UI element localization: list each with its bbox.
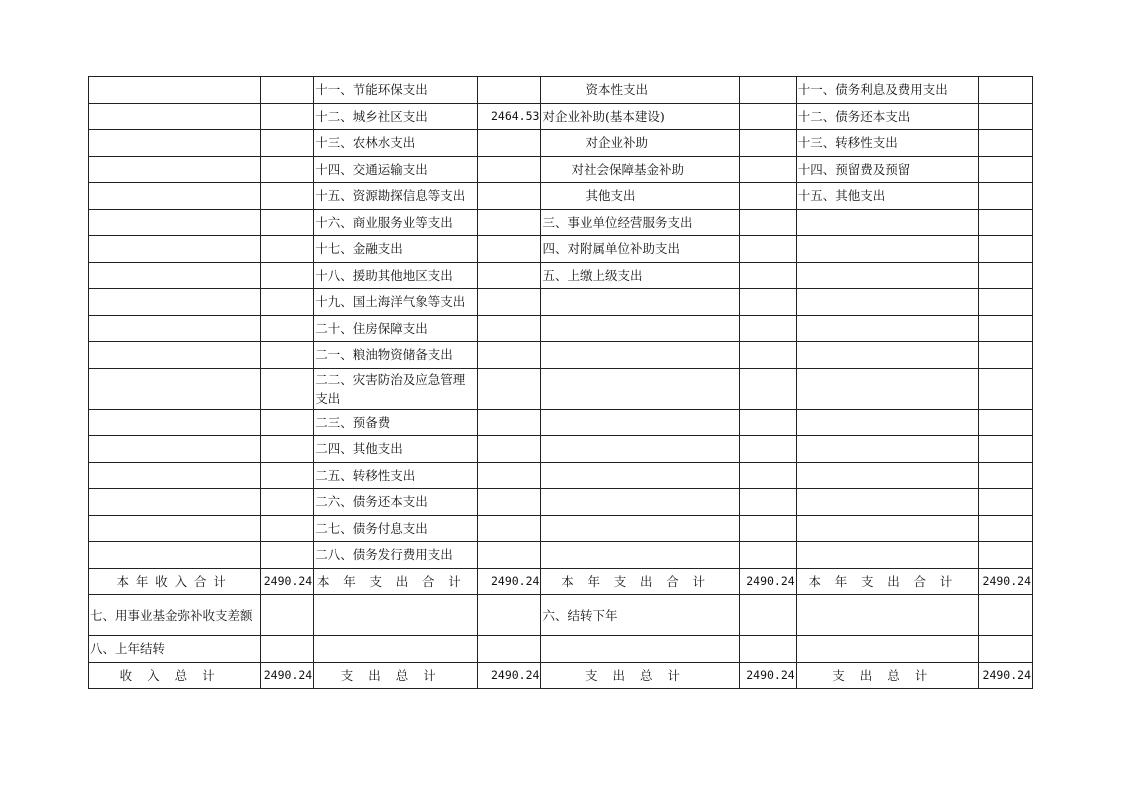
income-item-cell — [89, 409, 261, 436]
function-expense-value: 2464.53 — [478, 103, 541, 130]
income-item-cell — [89, 515, 261, 542]
government-expense-value — [978, 236, 1032, 263]
economic-expense-item: 其他支出 — [541, 183, 739, 210]
income-item-cell — [89, 368, 261, 409]
government-expense-value — [978, 156, 1032, 183]
economic-expense-value — [739, 409, 796, 436]
expense-total-value-1: 2490.24 — [478, 568, 541, 595]
income-item-cell — [89, 289, 261, 316]
government-expense-item — [796, 368, 978, 409]
government-expense-item — [796, 542, 978, 569]
economic-expense-value — [739, 542, 796, 569]
grand-expense-value-1: 2490.24 — [478, 662, 541, 689]
economic-expense-value — [739, 515, 796, 542]
function-expense-item: 二七、债务付息支出 — [314, 515, 478, 542]
income-value-cell — [261, 156, 314, 183]
function-expense-value — [478, 183, 541, 210]
income-total-value: 2490.24 — [261, 568, 314, 595]
table-row — [89, 542, 1033, 569]
table-row — [89, 315, 1033, 342]
carryover-row — [89, 636, 1033, 663]
economic-expense-value — [739, 236, 796, 263]
economic-expense-item: 四、对附属单位补助支出 — [541, 236, 739, 263]
grand-expense-label-2: 支出总计 — [541, 662, 739, 689]
economic-expense-value — [739, 489, 796, 516]
government-expense-value — [978, 515, 1032, 542]
government-expense-item: 十二、债务还本支出 — [796, 103, 978, 130]
income-value-cell — [261, 130, 314, 157]
government-expense-value — [978, 542, 1032, 569]
economic-expense-value — [739, 368, 796, 409]
function-expense-value — [478, 77, 541, 104]
income-item-cell — [89, 315, 261, 342]
function-expense-value — [478, 315, 541, 342]
economic-expense-value — [739, 183, 796, 210]
table-row — [89, 262, 1033, 289]
government-expense-item — [796, 315, 978, 342]
economic-expense-item — [541, 342, 739, 369]
annual-total-row — [89, 568, 1033, 595]
economic-expense-value — [739, 289, 796, 316]
function-expense-value — [478, 209, 541, 236]
table-row — [89, 436, 1033, 463]
income-item-cell — [89, 103, 261, 130]
function-expense-value — [478, 262, 541, 289]
income-total-label: 本年收入合计 — [89, 568, 261, 595]
economic-expense-item: 对企业补助(基本建设) — [541, 103, 739, 130]
fund-income-label: 七、用事业基金弥补收支差额 — [89, 595, 261, 636]
function-expense-item: 二五、转移性支出 — [314, 462, 478, 489]
empty-cell — [978, 636, 1032, 663]
government-expense-value — [978, 489, 1032, 516]
government-expense-item — [796, 209, 978, 236]
function-expense-item: 十六、商业服务业等支出 — [314, 209, 478, 236]
table-row — [89, 236, 1033, 263]
economic-expense-item — [541, 436, 739, 463]
income-value-cell — [261, 342, 314, 369]
expense-total-label-3: 本年支出合计 — [796, 568, 978, 595]
table-row — [89, 342, 1033, 369]
empty-cell — [796, 636, 978, 663]
function-expense-value — [478, 436, 541, 463]
economic-expense-item: 资本性支出 — [541, 77, 739, 104]
government-expense-value — [978, 436, 1032, 463]
function-expense-item: 十一、节能环保支出 — [314, 77, 478, 104]
income-value-cell — [261, 515, 314, 542]
government-expense-item: 十一、债务利息及费用支出 — [796, 77, 978, 104]
economic-expense-item: 对企业补助 — [541, 130, 739, 157]
government-expense-value — [978, 103, 1032, 130]
government-expense-item — [796, 462, 978, 489]
income-item-cell — [89, 489, 261, 516]
table-row — [89, 209, 1033, 236]
fund-empty-cell-2 — [796, 595, 978, 636]
government-expense-item — [796, 409, 978, 436]
economic-expense-item — [541, 489, 739, 516]
government-expense-value — [978, 315, 1032, 342]
income-value-cell — [261, 409, 314, 436]
fund-row — [89, 595, 1033, 636]
empty-cell — [541, 636, 739, 663]
economic-expense-value — [739, 130, 796, 157]
carry-forward-value — [739, 595, 796, 636]
function-expense-value — [478, 515, 541, 542]
economic-expense-value — [739, 436, 796, 463]
economic-expense-value — [739, 462, 796, 489]
government-expense-value — [978, 262, 1032, 289]
government-expense-item: 十三、转移性支出 — [796, 130, 978, 157]
function-expense-item: 二一、粮油物资储备支出 — [314, 342, 478, 369]
table-row — [89, 130, 1033, 157]
income-item-cell — [89, 262, 261, 289]
income-value-cell — [261, 209, 314, 236]
function-expense-item: 二六、债务还本支出 — [314, 489, 478, 516]
income-value-cell — [261, 183, 314, 210]
function-expense-item: 十九、国土海洋气象等支出 — [314, 289, 478, 316]
expense-total-label-1: 本年支出合计 — [314, 568, 478, 595]
government-expense-item — [796, 515, 978, 542]
prior-year-carryover-value — [261, 636, 314, 663]
carry-forward-label: 六、结转下年 — [541, 595, 739, 636]
government-expense-value — [978, 409, 1032, 436]
government-expense-item — [796, 236, 978, 263]
grand-income-value: 2490.24 — [261, 662, 314, 689]
economic-expense-item — [541, 409, 739, 436]
function-expense-value — [478, 489, 541, 516]
table-row — [89, 77, 1033, 104]
government-expense-item — [796, 289, 978, 316]
fund-income-value — [261, 595, 314, 636]
empty-cell — [314, 636, 478, 663]
function-expense-value — [478, 409, 541, 436]
government-expense-value — [978, 130, 1032, 157]
empty-cell — [478, 636, 541, 663]
function-expense-item: 二八、债务发行费用支出 — [314, 542, 478, 569]
table-row — [89, 183, 1033, 210]
economic-expense-item: 五、上缴上级支出 — [541, 262, 739, 289]
income-item-cell — [89, 542, 261, 569]
income-value-cell — [261, 542, 314, 569]
function-expense-value — [478, 156, 541, 183]
income-item-cell — [89, 156, 261, 183]
income-item-cell — [89, 183, 261, 210]
economic-expense-value — [739, 77, 796, 104]
economic-expense-value — [739, 342, 796, 369]
grand-income-label: 收入总计 — [89, 662, 261, 689]
income-value-cell — [261, 262, 314, 289]
table-row — [89, 515, 1033, 542]
table-row — [89, 409, 1033, 436]
government-expense-item — [796, 262, 978, 289]
function-expense-item: 十四、交通运输支出 — [314, 156, 478, 183]
income-value-cell — [261, 236, 314, 263]
fund-empty-cell — [314, 595, 478, 636]
government-expense-value — [978, 462, 1032, 489]
table-row — [89, 462, 1033, 489]
economic-expense-item — [541, 462, 739, 489]
income-value-cell — [261, 103, 314, 130]
function-expense-value — [478, 130, 541, 157]
table-row — [89, 489, 1033, 516]
grand-expense-label-1: 支出总计 — [314, 662, 478, 689]
government-expense-value — [978, 368, 1032, 409]
government-expense-value — [978, 289, 1032, 316]
income-value-cell — [261, 77, 314, 104]
detail-rows — [89, 77, 1033, 569]
table-row — [89, 103, 1033, 130]
income-value-cell — [261, 462, 314, 489]
fund-empty-value-2 — [978, 595, 1032, 636]
economic-expense-item — [541, 289, 739, 316]
government-expense-item — [796, 436, 978, 463]
function-expense-value — [478, 462, 541, 489]
budget-summary-table — [88, 76, 1033, 689]
government-expense-item — [796, 342, 978, 369]
function-expense-value — [478, 542, 541, 569]
income-value-cell — [261, 368, 314, 409]
income-item-cell — [89, 436, 261, 463]
grand-total-row — [89, 662, 1033, 689]
government-expense-item — [796, 489, 978, 516]
economic-expense-value — [739, 209, 796, 236]
empty-cell — [739, 636, 796, 663]
government-expense-value — [978, 342, 1032, 369]
economic-expense-value — [739, 103, 796, 130]
economic-expense-item — [541, 368, 739, 409]
function-expense-value — [478, 368, 541, 409]
government-expense-item: 十四、预留费及预留 — [796, 156, 978, 183]
table-row — [89, 368, 1033, 409]
function-expense-item: 二十、住房保障支出 — [314, 315, 478, 342]
income-value-cell — [261, 315, 314, 342]
grand-expense-label-3: 支出总计 — [796, 662, 978, 689]
income-item-cell — [89, 342, 261, 369]
function-expense-value — [478, 236, 541, 263]
function-expense-item: 十三、农林水支出 — [314, 130, 478, 157]
income-item-cell — [89, 209, 261, 236]
function-expense-value — [478, 289, 541, 316]
function-expense-value — [478, 342, 541, 369]
economic-expense-item: 三、事业单位经营服务支出 — [541, 209, 739, 236]
function-expense-item: 十七、金融支出 — [314, 236, 478, 263]
grand-expense-value-3: 2490.24 — [978, 662, 1032, 689]
government-expense-item: 十五、其他支出 — [796, 183, 978, 210]
economic-expense-item — [541, 315, 739, 342]
economic-expense-value — [739, 315, 796, 342]
economic-expense-item — [541, 542, 739, 569]
function-expense-item: 二二、灾害防治及应急管理支出 — [314, 368, 478, 409]
economic-expense-item: 对社会保障基金补助 — [541, 156, 739, 183]
economic-expense-value — [739, 156, 796, 183]
income-item-cell — [89, 77, 261, 104]
income-value-cell — [261, 289, 314, 316]
income-value-cell — [261, 436, 314, 463]
prior-year-carryover-label: 八、上年结转 — [89, 636, 261, 663]
economic-expense-item — [541, 515, 739, 542]
government-expense-value — [978, 77, 1032, 104]
income-item-cell — [89, 236, 261, 263]
function-expense-item: 十五、资源勘探信息等支出 — [314, 183, 478, 210]
fund-empty-value — [478, 595, 541, 636]
expense-total-value-2: 2490.24 — [739, 568, 796, 595]
government-expense-value — [978, 183, 1032, 210]
expense-total-label-2: 本年支出合计 — [541, 568, 739, 595]
table-row — [89, 156, 1033, 183]
grand-expense-value-2: 2490.24 — [739, 662, 796, 689]
economic-expense-value — [739, 262, 796, 289]
table-row — [89, 289, 1033, 316]
government-expense-value — [978, 209, 1032, 236]
function-expense-item: 二三、预备费 — [314, 409, 478, 436]
expense-total-value-3: 2490.24 — [978, 568, 1032, 595]
function-expense-item: 十八、援助其他地区支出 — [314, 262, 478, 289]
income-value-cell — [261, 489, 314, 516]
function-expense-item: 十二、城乡社区支出 — [314, 103, 478, 130]
function-expense-item: 二四、其他支出 — [314, 436, 478, 463]
income-item-cell — [89, 462, 261, 489]
income-item-cell — [89, 130, 261, 157]
